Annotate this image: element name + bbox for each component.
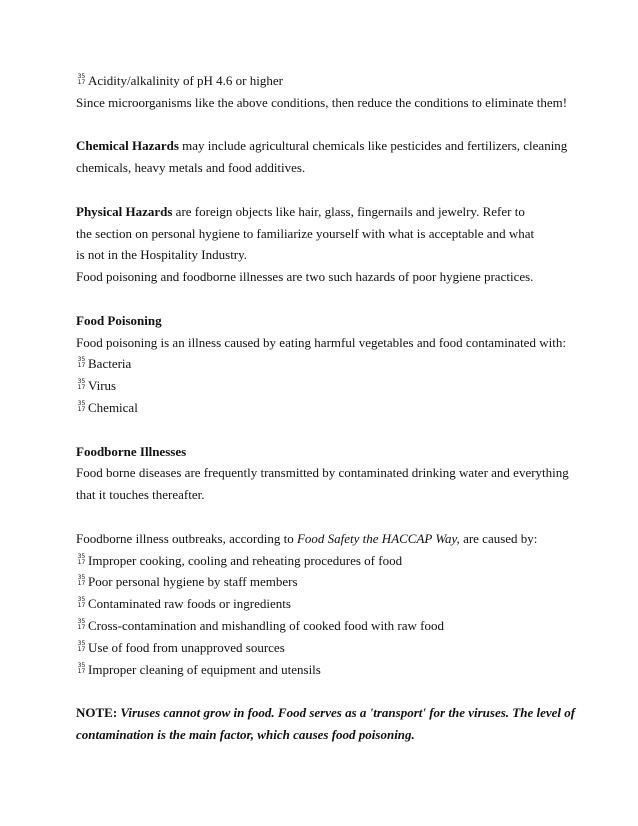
bullet-icon: 35 17 [77, 661, 86, 675]
bullet-icon: 35 17 [77, 617, 86, 631]
term-physical-hazards: Physical Hazards [76, 203, 173, 219]
bullet-icon: 35 17 [77, 552, 86, 566]
note-line: contamination is the main factor, which causes food poisoning. [76, 726, 415, 742]
paragraph-line: is not in the Hospitality Industry. [76, 247, 248, 263]
bullet-icon: 35 17 [77, 356, 86, 370]
paragraph-line: Foodborne illness outbreaks, according to Food Safety the HACCAP Way, are caused by: [76, 530, 538, 546]
bullet-item [76, 70, 576, 92]
bullet-icon: 35 17 [77, 574, 86, 588]
bullet-item: 35 17 Virus [77, 378, 117, 394]
bullet-item: 35 17 Poor personal hygiene by staff members [77, 574, 298, 590]
document-page [76, 70, 576, 746]
paragraph-line: Chemical Hazards may include agricultural chemicals like pesticides and fertilizers, cleaning [76, 138, 568, 154]
paragraph-line: Food poisoning and foodborne illnesses are two such hazards of poor hygiene practices. [76, 269, 534, 285]
paragraph-line: the section on personal hygiene to familiarize yourself with what is acceptable and what [76, 225, 535, 241]
bullet-item: 35 17 Contaminated raw foods or ingredients [77, 596, 291, 612]
note-line: NOTE: Viruses cannot grow in food. Food serves as a 'transport' for the viruses. The level of [76, 705, 576, 721]
paragraph-line: Since microorganisms like the above conditions, then reduce the conditions to eliminate them! [76, 94, 568, 110]
bullet-item: 35 17 Improper cleaning of equipment and utensils [77, 661, 321, 677]
bullet-item: 35 17 Improper cooking, cooling and reheating procedures of food [77, 552, 403, 568]
section-heading: Foodborne Illnesses [76, 443, 187, 459]
bullet-text: Acidity/alkalinity of pH 4.6 or higher [88, 73, 283, 88]
note-label: NOTE: [76, 705, 118, 721]
bullet-icon: 35 17 [77, 596, 86, 610]
bullet-icon: 35 17 [77, 639, 86, 653]
bullet-icon: 35 17 [77, 378, 86, 392]
paragraph-line: that it touches thereafter. [76, 487, 205, 503]
section-heading: Food Poisoning [76, 312, 162, 328]
bullet-icon: 35 17 [77, 73, 86, 87]
paragraph-line: chemicals, heavy metals and food additives. [76, 160, 306, 176]
paragraph-line: Food poisoning is an illness caused by eating harmful vegetables and food contaminated with: [76, 334, 566, 350]
bullet-item: 35 17 Cross-contamination and mishandling of cooked food with raw food [77, 617, 444, 633]
paragraph-line: Physical Hazards are foreign objects like hair, glass, fingernails and jewelry. Refer to [76, 203, 525, 219]
term-chemical-hazards: Chemical Hazards [76, 138, 179, 154]
bullet-item: 35 17 Use of food from unapproved sources [77, 639, 285, 655]
source-title: Food Safety the HACCAP Way, [296, 530, 460, 546]
bullet-item: 35 17 Bacteria [77, 356, 132, 372]
bullet-icon: 35 17 [77, 399, 86, 413]
bullet-item: 35 17 Chemical [77, 399, 138, 415]
paragraph-line: Food borne diseases are frequently transmitted by contaminated drinking water and everything [76, 465, 569, 481]
